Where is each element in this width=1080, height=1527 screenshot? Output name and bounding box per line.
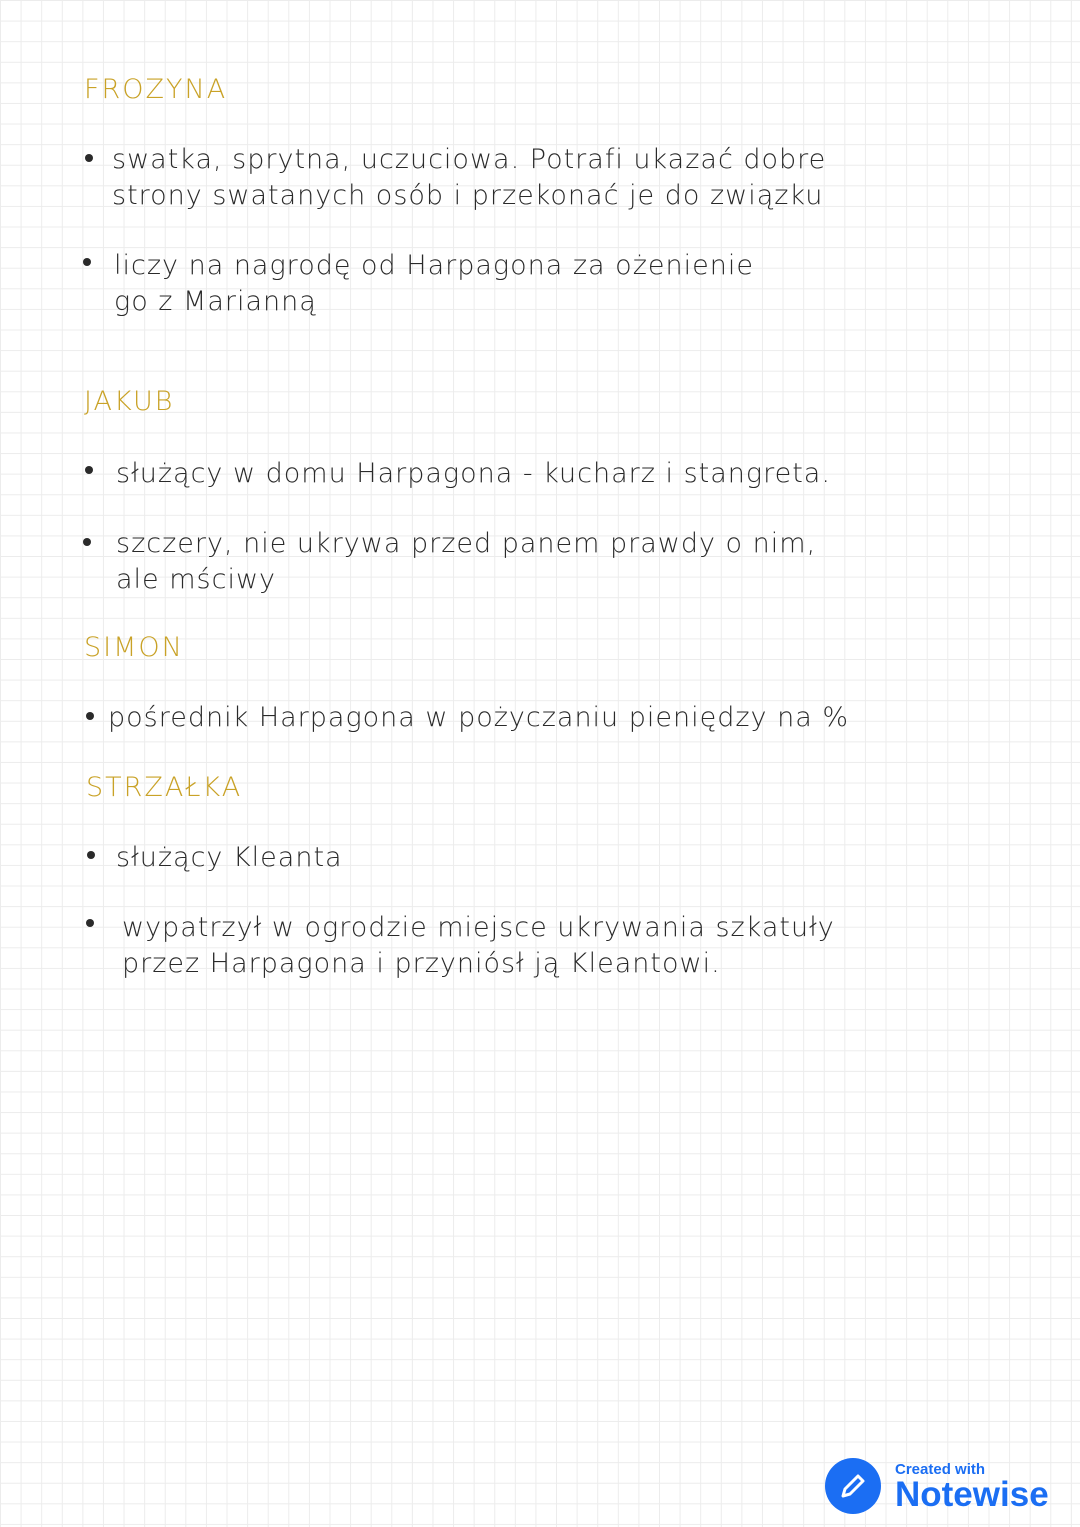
text-line: go z Marianną <box>114 286 317 317</box>
bullet-text: służący Kleanta <box>116 842 343 873</box>
notewise-watermark <box>825 1458 1049 1514</box>
text-line: ale mściwy <box>116 564 277 595</box>
pencil-icon <box>825 1458 881 1514</box>
bullet-icon <box>85 466 93 474</box>
section-title: JAKUB <box>84 386 175 417</box>
watermark-brand: Notewise <box>895 1474 1049 1514</box>
bullet-icon <box>86 919 94 927</box>
text-line: przez Harpagona i przyniósł ją Kleantowi. <box>122 948 721 979</box>
text-line: swatka, sprytna, uczuciowa. Potrafi ukazać dobre <box>112 144 827 175</box>
text-line: liczy na nagrodę od Harpagona za ożenienie <box>114 250 754 281</box>
bullet-text <box>122 910 835 982</box>
bullet-icon <box>85 154 93 162</box>
bullet-text <box>114 248 754 320</box>
text-line: wypatrzył w ogrodzie miejsce ukrywania szkatuły <box>122 912 835 943</box>
section-title: SIMON <box>84 632 184 663</box>
bullet-text: służący w domu Harpagona - kucharz i stangreta. <box>116 458 831 489</box>
bullet-text: pośrednik Harpagona w pożyczaniu pieniędzy na % <box>108 702 849 733</box>
bullet-icon <box>87 851 95 859</box>
bullet-icon <box>83 258 91 266</box>
text-line: szczery, nie ukrywa przed panem prawdy o nim, <box>116 528 817 559</box>
text-line: strony swatanych osób i przekonać je do związku <box>112 180 824 211</box>
watermark-caption: Created with <box>895 1460 986 1478</box>
section-title: STRZAŁKA <box>86 772 243 803</box>
section-title: FROZYNA <box>84 74 228 105</box>
bullet-icon <box>83 538 91 546</box>
bullet-text <box>116 526 816 598</box>
bullet-icon <box>86 712 94 720</box>
bullet-text <box>112 142 826 214</box>
